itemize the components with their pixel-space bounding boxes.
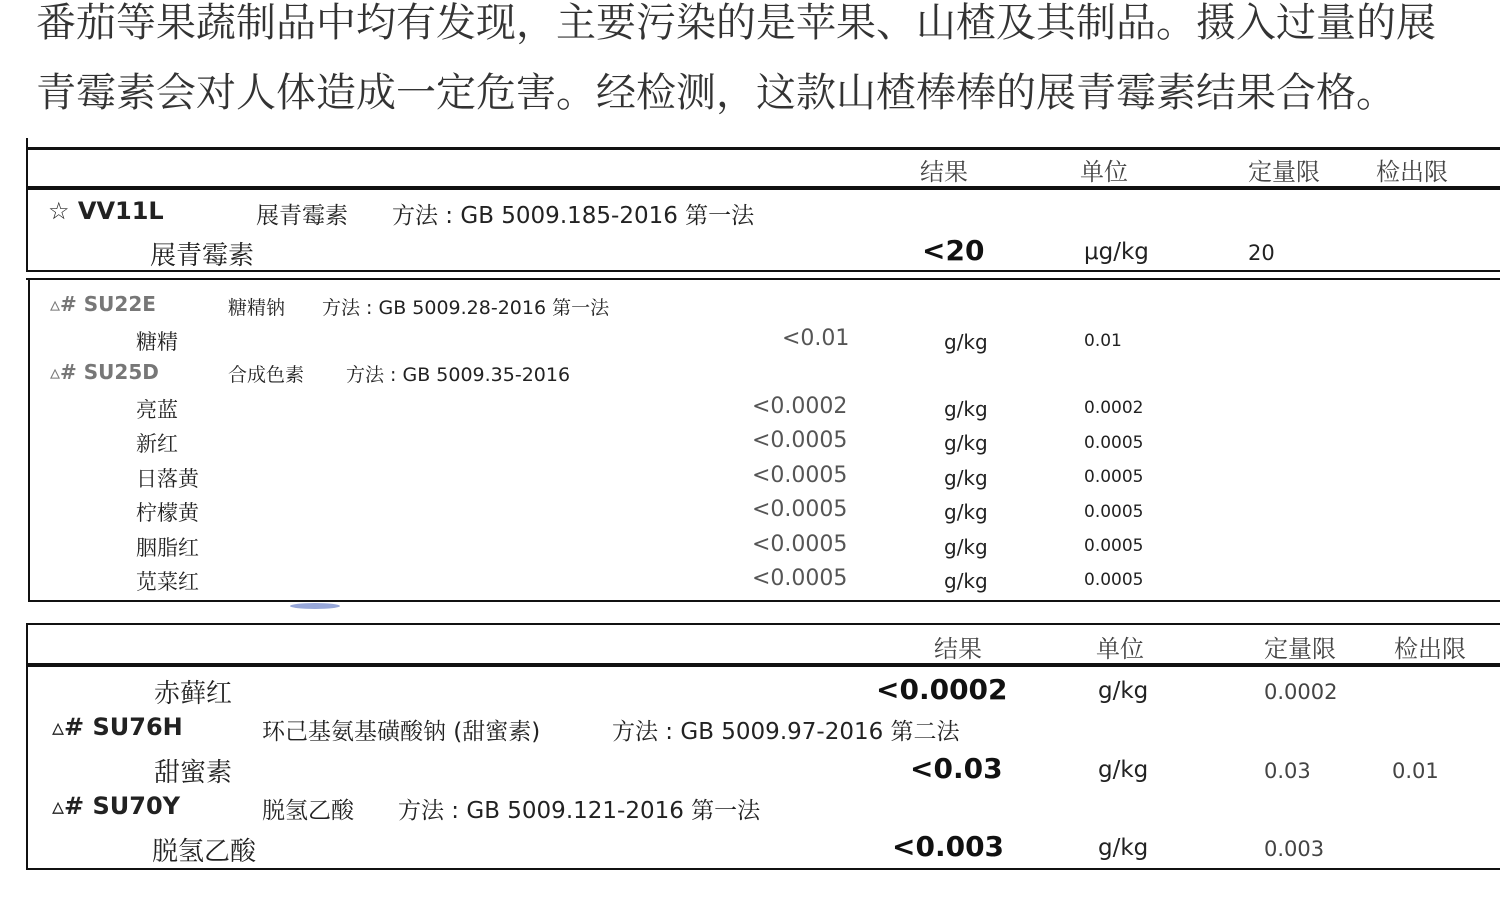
intro-paragraph (36, 0, 1476, 128)
table2-row-loq: 0.0002 (1084, 398, 1144, 418)
table2-row-loq: 0.0005 (1084, 502, 1144, 522)
table2-row-loq: 0.0005 (1084, 467, 1144, 487)
table2-row-unit: g/kg (944, 397, 988, 421)
table3-row-unit: g/kg (1098, 835, 1149, 861)
table3-group1-code: ▵# SU76H (52, 713, 183, 741)
table3-row-item: 赤藓红 (154, 679, 233, 709)
table3-left-border (26, 623, 28, 870)
table2-group1-name: 糖精钠 (228, 297, 286, 319)
table2-row-item: 柠檬黄 (136, 501, 199, 525)
table3-group1-name: 环己基氨基磺酸钠 (甜蜜素) (262, 719, 541, 745)
table1-row-loq: 20 (1248, 241, 1275, 265)
table2-row-loq: 0.0005 (1084, 433, 1144, 453)
table3-row-lod: 0.01 (1392, 759, 1439, 783)
scan-artifact-mark (290, 603, 340, 609)
table3-row-loq: 0.03 (1264, 759, 1311, 783)
table2-left-border (28, 280, 30, 602)
table3-row-result: <0.003 (892, 830, 1005, 863)
table2-row-result: <0.01 (782, 326, 850, 351)
table3-header-lod: 检出限 (1394, 635, 1466, 663)
table2-row-unit: g/kg (944, 500, 988, 524)
table3-row-loq: 0.0002 (1264, 680, 1338, 704)
table2-row-result: <0.0005 (752, 566, 848, 591)
table3-group2-code: ▵# SU70Y (52, 792, 181, 820)
table1-group-name: 展青霉素 (256, 203, 348, 229)
table2-group2-code: ▵# SU25D (50, 360, 159, 384)
table2-top-border (26, 278, 1500, 280)
table2-row-loq: 0.0005 (1084, 536, 1144, 556)
table2-row-item: 苋菜红 (136, 570, 199, 594)
table3-row-result: <0.0002 (876, 673, 1008, 706)
table2-row-item: 糖精 (136, 330, 178, 354)
table3-group1-method: 方法 : GB 5009.97-2016 第二法 (612, 719, 960, 745)
table1-group-method: 方法 : GB 5009.185-2016 第一法 (392, 203, 755, 229)
table1-header-lod: 检出限 (1376, 158, 1448, 186)
table2-row-item: 新红 (136, 432, 178, 456)
table1-row-unit: μg/kg (1084, 239, 1149, 265)
table3-row-unit: g/kg (1098, 678, 1149, 704)
intro-line-1: 番茄等果蔬制品中均有发现，主要污染的是苹果、山楂及其制品。摄入过量的展 (36, 0, 1436, 46)
table2-group1-method: 方法 : GB 5009.28-2016 第一法 (322, 297, 610, 319)
table1-header-result: 结果 (920, 158, 968, 186)
table2-row-unit: g/kg (944, 330, 988, 354)
intro-line-2: 青霉素会对人体造成一定危害。经检测，这款山楂棒棒的展青霉素结果合格。 (36, 70, 1396, 116)
table3-header-unit: 单位 (1096, 635, 1144, 663)
table1-row-item: 展青霉素 (150, 241, 255, 271)
table2-row-item: 胭脂红 (136, 536, 199, 560)
table2-row-result: <0.0005 (752, 428, 848, 453)
table1-row-result: <20 (922, 234, 985, 267)
table3-group2-method: 方法 : GB 5009.121-2016 第一法 (398, 798, 761, 824)
table2-group2-method: 方法 : GB 5009.35-2016 (346, 364, 571, 386)
table1-top-border (26, 147, 1500, 150)
table2-bottom-border (28, 600, 1500, 602)
table3-row-item: 甜蜜素 (154, 758, 233, 788)
table1-header-unit: 单位 (1080, 158, 1128, 186)
table3-row-unit: g/kg (1098, 757, 1149, 783)
table3-row-item: 脱氢乙酸 (152, 837, 257, 867)
table2-row-item: 亮蓝 (136, 398, 178, 422)
table2-row-result: <0.0005 (752, 463, 848, 488)
table2-row-result: <0.0005 (752, 497, 848, 522)
table2-group2-name: 合成色素 (228, 364, 305, 386)
table3-row-result: <0.03 (910, 752, 1003, 785)
table2-row-loq: 0.01 (1084, 331, 1122, 351)
table2-row-unit: g/kg (944, 535, 988, 559)
table2-row-result: <0.0005 (752, 532, 848, 557)
table2-row-unit: g/kg (944, 431, 988, 455)
table3-header-result: 结果 (934, 635, 982, 663)
table3-bottom-border (26, 868, 1500, 870)
table2-row-unit: g/kg (944, 569, 988, 593)
table2-row-item: 日落黄 (136, 467, 199, 491)
table1-left-border (26, 138, 28, 272)
table3-group2-name: 脱氢乙酸 (262, 798, 354, 824)
table2-row-loq: 0.0005 (1084, 570, 1144, 590)
table3-header-loq: 定量限 (1264, 635, 1336, 663)
table1-header-loq: 定量限 (1248, 158, 1320, 186)
table3-top-border (26, 623, 1500, 625)
table2-row-result: <0.0002 (752, 394, 848, 419)
table3-row-loq: 0.003 (1264, 837, 1325, 861)
table1-group-code: ☆ VV11L (48, 197, 164, 225)
table2-row-unit: g/kg (944, 466, 988, 490)
table2-group1-code: ▵# SU22E (50, 292, 156, 316)
